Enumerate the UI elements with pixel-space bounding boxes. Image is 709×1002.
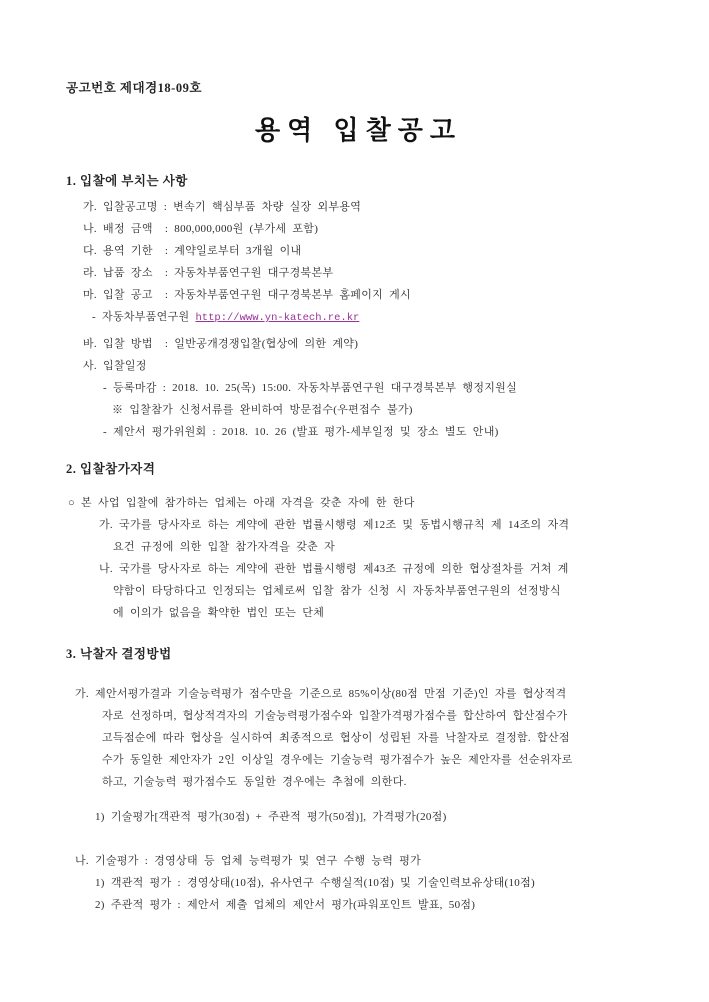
budget-line: 나. 배정 금액 : 800,000,000원 (부가세 포함) xyxy=(83,223,319,235)
service-period-line: 다. 용역 기한 : 계약일로부터 3개월 이내 xyxy=(83,245,302,257)
evaluation-committee-line: - 제안서 평가위원회 : 2018. 10. 26 (발표 평가-세부일정 및 장소 별도 안내) xyxy=(103,426,499,438)
section-eligibility xyxy=(66,459,651,624)
document-title: 용역 입찰공고 xyxy=(255,115,462,145)
objective-eval-line: 1) 객관적 평가 : 경영상태(10점), 유사연구 수행실적(10점) 및 기술인력보유상태(10점) xyxy=(95,877,535,889)
section-1-body xyxy=(66,196,651,443)
schedule-line: 사. 입찰일정 xyxy=(83,360,147,372)
section-3-body xyxy=(66,683,651,916)
section-2-body xyxy=(66,492,651,624)
website-line-prefix: - 자동차부품연구원 xyxy=(92,311,196,323)
award-criteria-line2: 자로 선정하며, 협상적격자의 기술능력평가점수와 입찰가격평가점수를 합산하여 합산점수가 xyxy=(102,710,568,722)
award-criteria-line5: 하고, 기술능력 평가점수도 동일한 경우에는 추첨에 의한다. xyxy=(102,776,407,788)
award-criteria-line1: 가. 제안서평가결과 기술능력평가 점수만을 기준으로 85%이상(80점 만점 기준)인 자를 협상적격 xyxy=(75,688,567,700)
notice-number: 공고번호 제대경18-09호 xyxy=(66,81,202,95)
subjective-eval-line: 2) 주관적 평가 : 제안서 제출 업체의 제안서 평가(파워포인트 발표, 50점) xyxy=(95,899,476,911)
delivery-place-line: 라. 납품 장소 : 자동차부품연구원 대구경북본부 xyxy=(83,267,334,279)
eligibility-b-line: 나. 국가를 당사자로 하는 계약에 관한 법률시행령 제43조 규정에 의한 협상절차를 거쳐 계 xyxy=(99,563,569,575)
visit-submission-note-line: ※ 입찰참가 신청서류를 완비하여 방문접수(우편접수 불가) xyxy=(112,404,413,416)
bid-name-line: 가. 입찰공고명 : 변속기 핵심부품 차량 실장 외부용역 xyxy=(83,201,362,213)
section-1-heading: 1. 입찰에 부치는 사항 xyxy=(66,174,188,188)
section-3-heading: 3. 낙찰자 결정방법 xyxy=(66,647,172,661)
score-breakdown-line: 1) 기술평가[객관적 평가(30점) + 주관적 평가(50점)], 가격평가(20점) xyxy=(95,811,447,823)
award-criteria-line4: 수가 동일한 제안자가 2인 이상일 경우에는 기술능력 평가점수가 높은 제안자를 선순위자로 xyxy=(102,754,573,766)
award-criteria-line3: 고득점순에 따라 협상을 실시하여 최종적으로 협상이 성립된 자를 낙찰자로 결정함. 합산점 xyxy=(102,732,570,744)
eligibility-a-line: 가. 국가를 당사자로 하는 계약에 관한 법률시행령 제12조 및 동법시행규칙 제 14조의 자격 xyxy=(99,519,570,531)
section-2-heading: 2. 입찰참가자격 xyxy=(66,462,156,476)
section-bid-items xyxy=(66,171,651,443)
eligibility-b-cont2-line: 에 이의가 없음을 확약한 법인 또는 단체 xyxy=(113,607,325,619)
section-award-method xyxy=(66,644,651,916)
registration-deadline-line: - 등록마감 : 2018. 10. 25(목) 15:00. 자동차부품연구원 대구경북본부 행정지원실 xyxy=(103,382,518,394)
eligibility-intro-line: ○ 본 사업 입찰에 참가하는 업체는 아래 자격을 갖춘 자에 한 한다 xyxy=(68,497,415,509)
bid-method-line: 바. 입찰 방법 : 일반공개경쟁입찰(협상에 의한 계약) xyxy=(83,338,359,350)
announcement-line: 마. 입찰 공고 : 자동차부품연구원 대구경북본부 홈페이지 게시 xyxy=(83,289,411,301)
website-line xyxy=(66,306,651,328)
website-link[interactable]: http://www.yn-katech.re.kr xyxy=(195,312,360,324)
tech-eval-line: 나. 기술평가 : 경영상태 등 업체 능력평가 및 연구 수행 능력 평가 xyxy=(75,855,422,867)
eligibility-b-cont1-line: 약함이 타당하다고 인정되는 업체로써 입찰 참가 신청 시 자동차부품연구원의 선정방식 xyxy=(113,585,561,597)
eligibility-a-cont-line: 요건 규정에 의한 입찰 참가자격을 갖춘 자 xyxy=(113,541,336,553)
